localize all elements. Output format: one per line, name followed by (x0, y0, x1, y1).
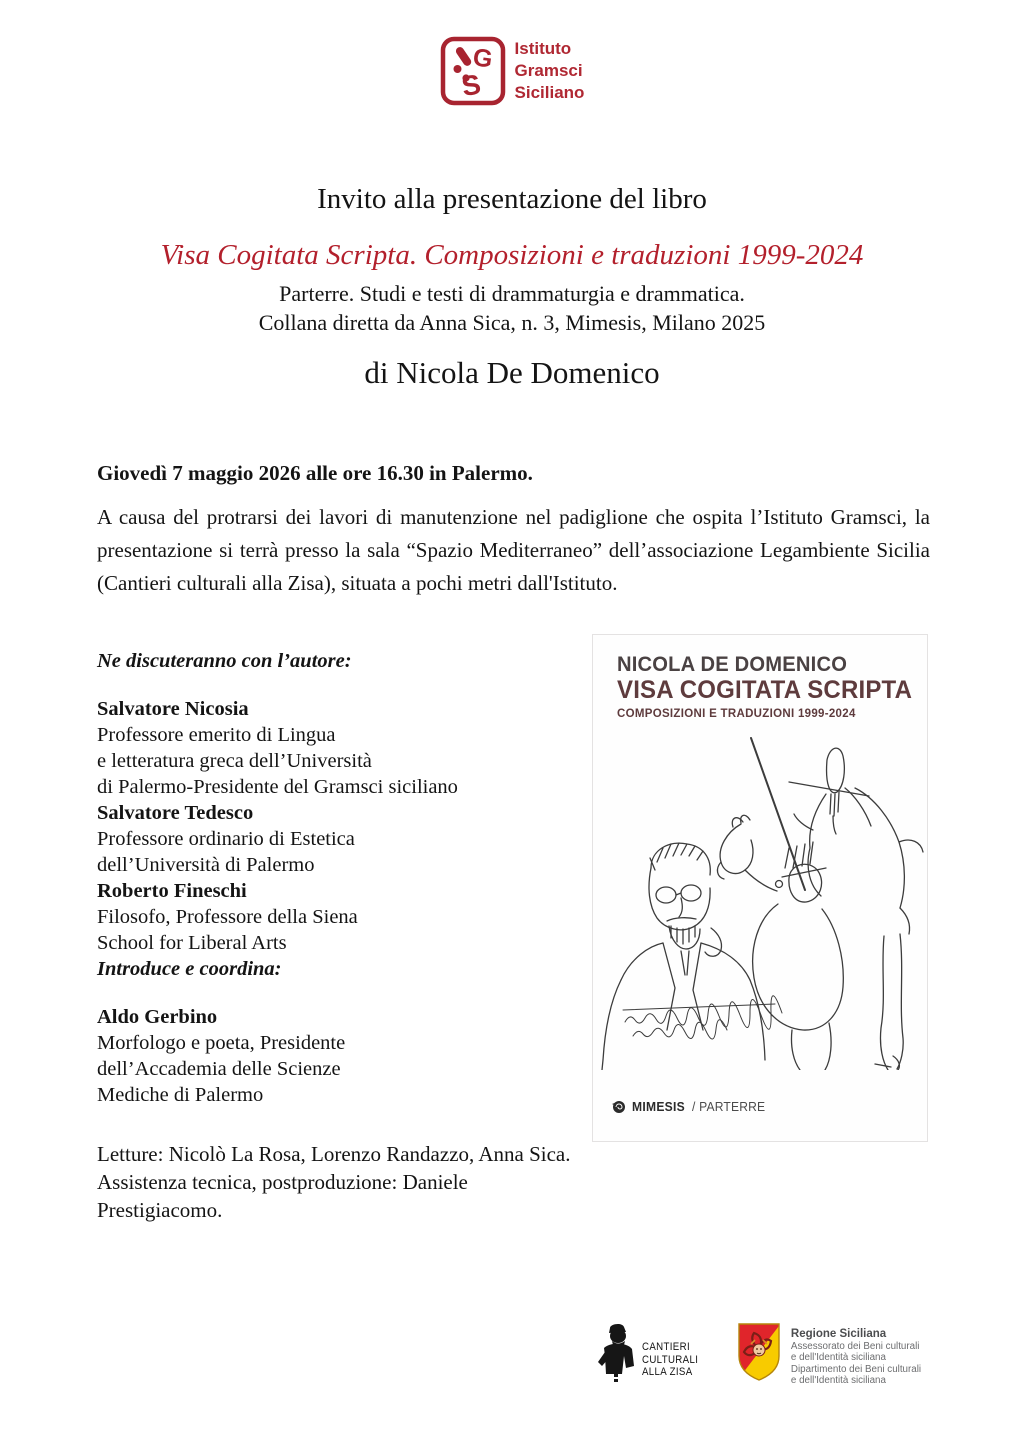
person-role-line: School for Liberal Arts (97, 932, 287, 954)
publisher-row (611, 1099, 771, 1114)
person-role-line: Mediche di Palermo (97, 1084, 264, 1106)
institute-name (515, 38, 585, 104)
regione-line: Dipartimento dei Beni culturali (790, 1363, 922, 1375)
cantieri-line: CANTIERI (642, 1341, 691, 1354)
svg-text:S: S (458, 68, 483, 103)
cover-title: VISA COGITATA SCRIPTA (617, 676, 913, 704)
event-datetime: Giovedì 7 maggio 2026 alle ore 16.30 in Palermo. (97, 461, 533, 485)
person-name: Aldo Gerbino (97, 1006, 218, 1028)
institute-logo (0, 36, 1024, 106)
regione-title: Regione Siciliana (790, 1328, 887, 1340)
cantieri-worker-icon (596, 1322, 640, 1384)
cantieri-logo (596, 1322, 706, 1384)
venue-paragraph: A causa del protrarsi dei lavori di manutenzione nel padiglione che ospita l’Istituto Gramsci, la presentazione si terrà presso la sala “Spazio Mediterraneo” dell’associazione Legambiente Sicilia (Cantieri culturali alla Zisa), situata a pochi metri dall'Istituto. (97, 505, 930, 595)
person-role-line: Filosofo, Professore della Siena (97, 906, 358, 928)
cantieri-line: CULTURALI (642, 1353, 699, 1366)
author-line: di Nicola De Domenico (364, 355, 660, 390)
moderator-section (97, 956, 577, 1108)
person-role-line: di Palermo-Presidente del Gramsci siciliano (97, 776, 458, 798)
cover-subtitle: COMPOSIZIONI E TRADUZIONI 1999-2024 (617, 708, 856, 720)
letture-line: Letture: Nicolò La Rosa, Lorenzo Randazzo, Anna Sica. (97, 1142, 571, 1166)
series-line: Parterre. Studi e testi di drammaturgia e drammatica. (279, 281, 745, 306)
svg-text:G: G (470, 43, 494, 74)
person-name: Roberto Fineschi (97, 880, 247, 902)
publisher-name: MIMESIS (632, 1099, 686, 1114)
regione-siciliana-logo (736, 1322, 921, 1386)
mimesis-icon (611, 1099, 626, 1114)
publisher-series: / PARTERRE (692, 1099, 766, 1114)
igs-monogram-icon (440, 36, 506, 106)
regione-line: e dell'Identità siciliana (790, 1352, 886, 1364)
person-name: Salvatore Tedesco (97, 802, 254, 824)
institute-name-line: Istituto (514, 39, 572, 58)
assistenza-line: Assistenza tecnica, postproduzione: Daniele Prestigiacomo. (97, 1170, 468, 1222)
institute-name-line: Siciliano (514, 83, 585, 102)
book-cover (592, 634, 928, 1142)
person-role-line: e letteratura greca dell’Università (97, 750, 372, 772)
discussants-heading: Ne discuteranno con l’autore: (97, 650, 352, 672)
credits-section (97, 1140, 577, 1224)
moderator-heading: Introduce e coordina: (97, 958, 282, 980)
invitation-intro: Invito alla presentazione del libro (317, 183, 707, 215)
person-role-line: Morfologo e poeta, Presidente (97, 1032, 346, 1054)
collana-line: Collana diretta da Anna Sica, n. 3, Mimesis, Milano 2025 (258, 310, 766, 335)
person-name: Salvatore Nicosia (97, 698, 249, 720)
cantieri-line: ALLA ZISA (642, 1366, 693, 1379)
sicily-shield-icon (736, 1322, 782, 1382)
person-role-line: dell’Accademia delle Scienze (97, 1058, 341, 1080)
discussants-section (97, 648, 577, 956)
quixote-sketch (593, 730, 929, 1070)
institute-name-line: Gramsci (514, 61, 583, 80)
book-title-line: Visa Cogitata Scripta. Composizioni e traduzioni 1999-2024 (160, 239, 864, 271)
cantieri-text (642, 1341, 698, 1379)
person-role-line: dell’Università di Palermo (97, 854, 315, 876)
regione-line: Assessorato dei Beni culturali (790, 1341, 920, 1352)
regione-line: e dell'Identità siciliana (790, 1374, 886, 1386)
person-role-line: Professore ordinario di Estetica (97, 828, 355, 850)
person-role-line: Professore emerito di Lingua (97, 724, 336, 746)
footer-logos (596, 1322, 921, 1386)
regione-text (791, 1328, 921, 1386)
cover-author: NICOLA DE DOMENICO (617, 653, 848, 676)
